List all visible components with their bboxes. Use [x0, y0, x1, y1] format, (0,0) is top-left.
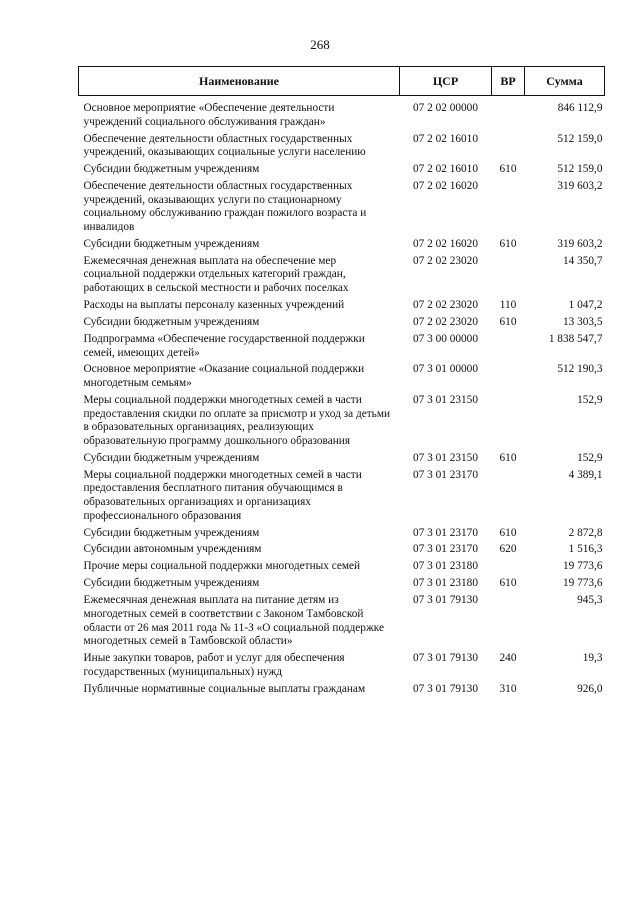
table-row [79, 681, 605, 698]
table-row [79, 525, 605, 542]
row-csr: 07 3 01 23170 [413, 543, 478, 556]
row-csr: 07 2 02 00000 [413, 102, 478, 114]
row-name: Меры социальной поддержки многодетных семей в части предоставления скидки по оплате за присмотр и уход за детьми в образовательных организациях, реализующих образовательную программу дошкольного образования [83, 394, 391, 447]
row-csr: 07 3 01 23180 [413, 577, 478, 590]
row-name: Основное мероприятие «Оказание социальной поддержки многодетным семьям» [83, 363, 365, 390]
row-name: Субсидии бюджетным учреждениям [83, 451, 260, 464]
table-row [79, 450, 605, 467]
row-vr: 610 [499, 315, 517, 328]
row-sum: 152,9 [577, 451, 603, 464]
row-vr [492, 559, 525, 576]
row-sum: 512 159,0 [557, 132, 603, 145]
row-vr [492, 253, 525, 297]
row-csr: 07 3 01 23150 [413, 451, 478, 464]
header-name: Наименование [79, 67, 400, 96]
row-csr: 07 2 02 23020 [413, 298, 478, 311]
row-vr [492, 593, 525, 651]
row-csr: 07 3 01 23170 [413, 468, 478, 481]
budget-table-container [78, 66, 604, 698]
row-vr [492, 362, 525, 393]
row-vr [492, 131, 525, 162]
row-vr: 620 [499, 543, 517, 556]
row-sum: 846 112,9 [557, 102, 603, 114]
row-name: Обеспечение деятельности областных государственных учреждений, оказывающих услуги по стационарному социальному обслуживанию граждан пожилого возраста и инвалидов [83, 180, 367, 233]
row-vr: 610 [499, 577, 517, 590]
header-vr: ВР [492, 67, 525, 96]
row-name: Субсидии бюджетным учреждениям [83, 577, 260, 590]
row-name: Субсидии бюджетным учреждениям [83, 237, 260, 250]
table-row [79, 331, 605, 362]
row-vr: 610 [499, 526, 517, 539]
row-sum: 926,0 [577, 682, 603, 695]
row-name: Субсидии автономным учреждениям [83, 543, 262, 556]
row-vr [492, 178, 525, 236]
row-csr: 07 2 02 16010 [413, 132, 478, 145]
row-sum: 512 159,0 [557, 163, 603, 176]
row-name: Меры социальной поддержки многодетных семей в части предоставления бесплатного питания обучающимся в образовательных организациях и организациях профессионального образования [83, 468, 362, 522]
table-row [79, 392, 605, 450]
table-row [79, 576, 605, 593]
row-name: Основное мероприятие «Обеспечение деятельности учреждений социального обслуживания граждан» [83, 102, 335, 128]
row-vr: 610 [499, 451, 517, 464]
row-sum: 19 773,6 [562, 577, 603, 590]
row-csr: 07 2 02 16020 [413, 237, 478, 250]
header-row [79, 67, 605, 96]
table-row [79, 650, 605, 681]
table-row [79, 161, 605, 178]
row-sum: 1 516,3 [568, 543, 603, 556]
row-sum: 2 872,8 [568, 526, 603, 539]
row-csr: 07 3 01 79130 [413, 652, 478, 665]
row-csr: 07 3 01 23170 [413, 526, 478, 539]
row-vr [492, 331, 525, 362]
table-row [79, 362, 605, 393]
table-row [79, 96, 605, 131]
row-name: Ежемесячная денежная выплата на питание детям из многодетных семей в соответствии с Законом Тамбовской области от 26 мая 2011 года № 11-З «О социальной поддержке многодетных семей в Тамбовской области» [83, 594, 384, 648]
row-csr: 07 3 01 23150 [413, 394, 478, 407]
row-csr: 07 2 02 23020 [413, 254, 478, 267]
row-csr: 07 2 02 16020 [413, 180, 478, 193]
table-row [79, 253, 605, 297]
table-row [79, 236, 605, 253]
row-vr: 310 [499, 682, 517, 695]
row-vr [492, 392, 525, 450]
row-name: Расходы на выплаты персоналу казенных учреждений [83, 298, 345, 311]
table-body [79, 96, 605, 698]
row-vr [492, 96, 525, 131]
row-sum: 945,3 [577, 594, 603, 607]
row-name: Ежемесячная денежная выплата на обеспечение мер социальной поддержки отдельных категорий граждан, работающих в сельской местности и рабочих поселках [83, 254, 349, 294]
row-csr: 07 3 01 79130 [413, 682, 478, 695]
row-sum: 319 603,2 [557, 180, 603, 193]
row-vr: 110 [499, 298, 517, 311]
table-row [79, 542, 605, 559]
row-name: Субсидии бюджетным учреждениям [83, 526, 260, 539]
row-vr: 240 [499, 652, 517, 665]
row-name: Публичные нормативные социальные выплаты гражданам [83, 682, 366, 695]
table-row [79, 178, 605, 236]
header-sum: Сумма [525, 67, 605, 96]
row-name: Подпрограмма «Обеспечение государственной поддержки семей, имеющих детей» [83, 332, 365, 359]
row-name: Субсидии бюджетным учреждениям [83, 163, 260, 176]
row-name: Иные закупки товаров, работ и услуг для обеспечения государственных (муниципальных) нужд [83, 652, 345, 678]
row-sum: 152,9 [577, 394, 603, 407]
row-name: Субсидии бюджетным учреждениям [83, 315, 260, 328]
row-name: Прочие меры социальной поддержки многодетных семей [83, 560, 361, 573]
table-row [79, 559, 605, 576]
budget-table [78, 66, 605, 698]
row-vr: 610 [499, 237, 517, 250]
table-row [79, 467, 605, 525]
row-csr: 07 2 02 16010 [413, 163, 478, 176]
row-sum: 13 303,5 [562, 315, 603, 328]
row-name: Обеспечение деятельности областных государственных учреждений, оказывающих социальные услуги населению [83, 132, 366, 159]
page-number: 268 [310, 37, 330, 52]
table-header [79, 67, 605, 96]
row-csr: 07 2 02 23020 [413, 315, 478, 328]
row-vr [492, 467, 525, 525]
row-sum: 1 047,2 [568, 298, 603, 311]
row-sum: 19 773,6 [562, 560, 603, 573]
row-sum: 1 838 547,7 [548, 332, 603, 345]
row-sum: 319 603,2 [557, 237, 603, 250]
row-csr: 07 3 01 79130 [413, 594, 478, 607]
row-sum: 4 389,1 [568, 468, 603, 481]
row-csr: 07 3 00 00000 [413, 332, 478, 345]
row-sum: 14 350,7 [562, 254, 603, 267]
row-csr: 07 3 01 00000 [413, 363, 478, 376]
row-vr: 610 [499, 163, 517, 176]
table-row [79, 314, 605, 331]
row-sum: 19,3 [582, 652, 603, 665]
header-csr: ЦСР [400, 67, 492, 96]
row-sum: 512 190,3 [557, 363, 603, 376]
row-csr: 07 3 01 23180 [413, 560, 478, 573]
table-row [79, 593, 605, 651]
table-row [79, 131, 605, 162]
table-row [79, 297, 605, 314]
